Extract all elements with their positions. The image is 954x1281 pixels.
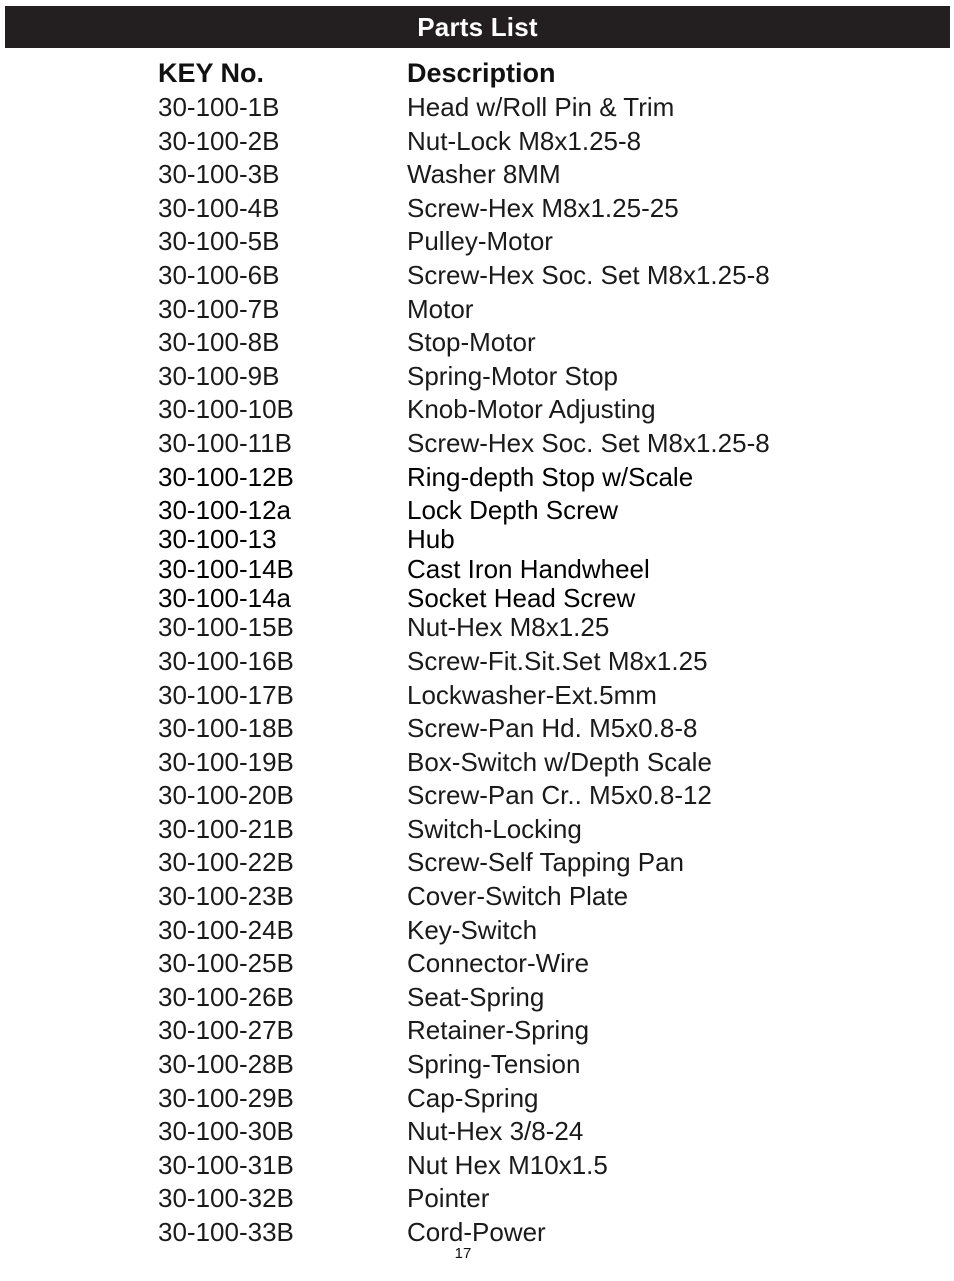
table-row (158, 915, 858, 949)
table-row (158, 294, 858, 328)
part-description: Screw-Self Tapping Pan (407, 847, 685, 878)
part-key-number: 30-100-14a (158, 583, 291, 614)
column-headers (158, 56, 858, 92)
table-row (158, 428, 858, 462)
table-row (158, 462, 858, 496)
table-row (158, 583, 858, 612)
table-row (158, 226, 858, 260)
part-description: Lockwasher-Ext.5mm (407, 679, 657, 710)
table-row (158, 948, 858, 982)
table-row (158, 554, 858, 583)
part-key-number: 30-100-30B (158, 1116, 294, 1147)
part-description: Switch-Locking (407, 813, 582, 844)
part-description: Key-Switch (407, 914, 538, 945)
part-key-number: 30-100-1B (158, 92, 280, 122)
part-description: Seat-Spring (407, 981, 545, 1012)
table-row (158, 327, 858, 361)
table-row (158, 982, 858, 1016)
part-key-number: 30-100-6B (158, 259, 280, 290)
table-row (158, 881, 858, 915)
part-description: Washer 8MM (407, 159, 561, 190)
part-description: Cord-Power (407, 1217, 546, 1247)
part-key-number: 30-100-19B (158, 746, 294, 777)
part-description: Cast Iron Handwheel (407, 553, 650, 584)
part-key-number: 30-100-20B (158, 780, 294, 811)
part-description: Nut-Lock M8x1.25-8 (407, 125, 642, 156)
table-row (158, 1150, 858, 1184)
part-key-number: 30-100-10B (158, 394, 294, 425)
table-row (158, 1049, 858, 1083)
part-description: Box-Switch w/Depth Scale (407, 746, 712, 777)
table-row (158, 394, 858, 428)
part-description: Motor (407, 293, 474, 324)
part-key-number: 30-100-12B (158, 461, 294, 492)
part-key-number: 30-100-27B (158, 1015, 294, 1046)
part-description: Head w/Roll Pin & Trim (407, 92, 675, 122)
table-row (158, 680, 858, 714)
table-row (158, 524, 858, 553)
part-key-number: 30-100-17B (158, 679, 294, 710)
part-description: Pointer (407, 1183, 490, 1214)
column-header-key: KEY No. (158, 58, 265, 88)
table-row (158, 646, 858, 680)
part-description: Screw-Hex Soc. Set M8x1.25-8 (407, 427, 770, 458)
table-row (158, 126, 858, 160)
parts-rows (158, 92, 858, 1251)
part-description: Screw-Pan Cr.. M5x0.8-12 (407, 780, 712, 811)
part-key-number: 30-100-22B (158, 847, 294, 878)
part-key-number: 30-100-26B (158, 981, 294, 1012)
table-row (158, 1015, 858, 1049)
part-key-number: 30-100-7B (158, 293, 280, 324)
part-key-number: 30-100-31B (158, 1149, 294, 1180)
part-description: Nut-Hex 3/8-24 (407, 1116, 584, 1147)
part-key-number: 30-100-12a (158, 495, 291, 526)
part-description: Ring-depth Stop w/Scale (407, 461, 694, 492)
part-description: Socket Head Screw (407, 583, 636, 614)
part-key-number: 30-100-11B (158, 427, 292, 458)
table-row (158, 1116, 858, 1150)
part-description: Cap-Spring (407, 1082, 539, 1113)
page-title: Parts List (417, 11, 538, 42)
part-key-number: 30-100-5B (158, 226, 280, 257)
part-description: Retainer-Spring (407, 1015, 590, 1046)
part-description: Screw-Hex M8x1.25-25 (407, 192, 679, 223)
part-description: Screw-Hex Soc. Set M8x1.25-8 (407, 259, 770, 290)
part-description: Spring-Tension (407, 1049, 581, 1080)
part-description: Screw-Fit.Sit.Set M8x1.25 (407, 645, 708, 676)
part-key-number: 30-100-15B (158, 612, 294, 643)
part-description: Screw-Pan Hd. M5x0.8-8 (407, 713, 698, 744)
part-description: Stop-Motor (407, 327, 536, 358)
table-row (158, 780, 858, 814)
part-description: Connector-Wire (407, 948, 590, 979)
part-description: Pulley-Motor (407, 226, 553, 257)
part-key-number: 30-100-24B (158, 914, 294, 945)
part-key-number: 30-100-9B (158, 360, 280, 391)
table-row (158, 92, 858, 126)
column-header-description: Description (407, 58, 556, 88)
part-description: Cover-Switch Plate (407, 881, 629, 912)
table-row (158, 713, 858, 747)
parts-table (158, 56, 858, 1251)
part-key-number: 30-100-16B (158, 645, 294, 676)
part-key-number: 30-100-29B (158, 1082, 294, 1113)
part-key-number: 30-100-25B (158, 948, 294, 979)
table-row (158, 747, 858, 781)
header-bar (5, 6, 950, 48)
table-row (158, 814, 858, 848)
table-row (158, 159, 858, 193)
table-row (158, 361, 858, 395)
table-row (158, 612, 858, 646)
part-key-number: 30-100-2B (158, 125, 280, 156)
part-key-number: 30-100-8B (158, 327, 280, 358)
table-row (158, 1183, 858, 1217)
part-description: Lock Depth Screw (407, 495, 618, 526)
part-description: Nut Hex M10x1.5 (407, 1149, 608, 1180)
table-row (158, 193, 858, 227)
part-key-number: 30-100-28B (158, 1049, 294, 1080)
part-key-number: 30-100-33B (158, 1217, 294, 1247)
table-row (158, 260, 858, 294)
part-description: Nut-Hex M8x1.25 (407, 612, 610, 643)
part-key-number: 30-100-13 (158, 524, 277, 555)
table-row (158, 847, 858, 881)
part-key-number: 30-100-14B (158, 553, 294, 584)
part-key-number: 30-100-18B (158, 713, 294, 744)
table-row (158, 495, 858, 524)
part-key-number: 30-100-3B (158, 159, 280, 190)
part-key-number: 30-100-4B (158, 192, 280, 223)
part-description: Spring-Motor Stop (407, 360, 618, 391)
part-description: Hub (407, 524, 455, 555)
part-key-number: 30-100-21B (158, 813, 294, 844)
part-key-number: 30-100-23B (158, 881, 294, 912)
part-key-number: 30-100-32B (158, 1183, 294, 1214)
page-number: 17 (454, 1245, 472, 1262)
table-row (158, 1083, 858, 1117)
part-description: Knob-Motor Adjusting (407, 394, 656, 425)
